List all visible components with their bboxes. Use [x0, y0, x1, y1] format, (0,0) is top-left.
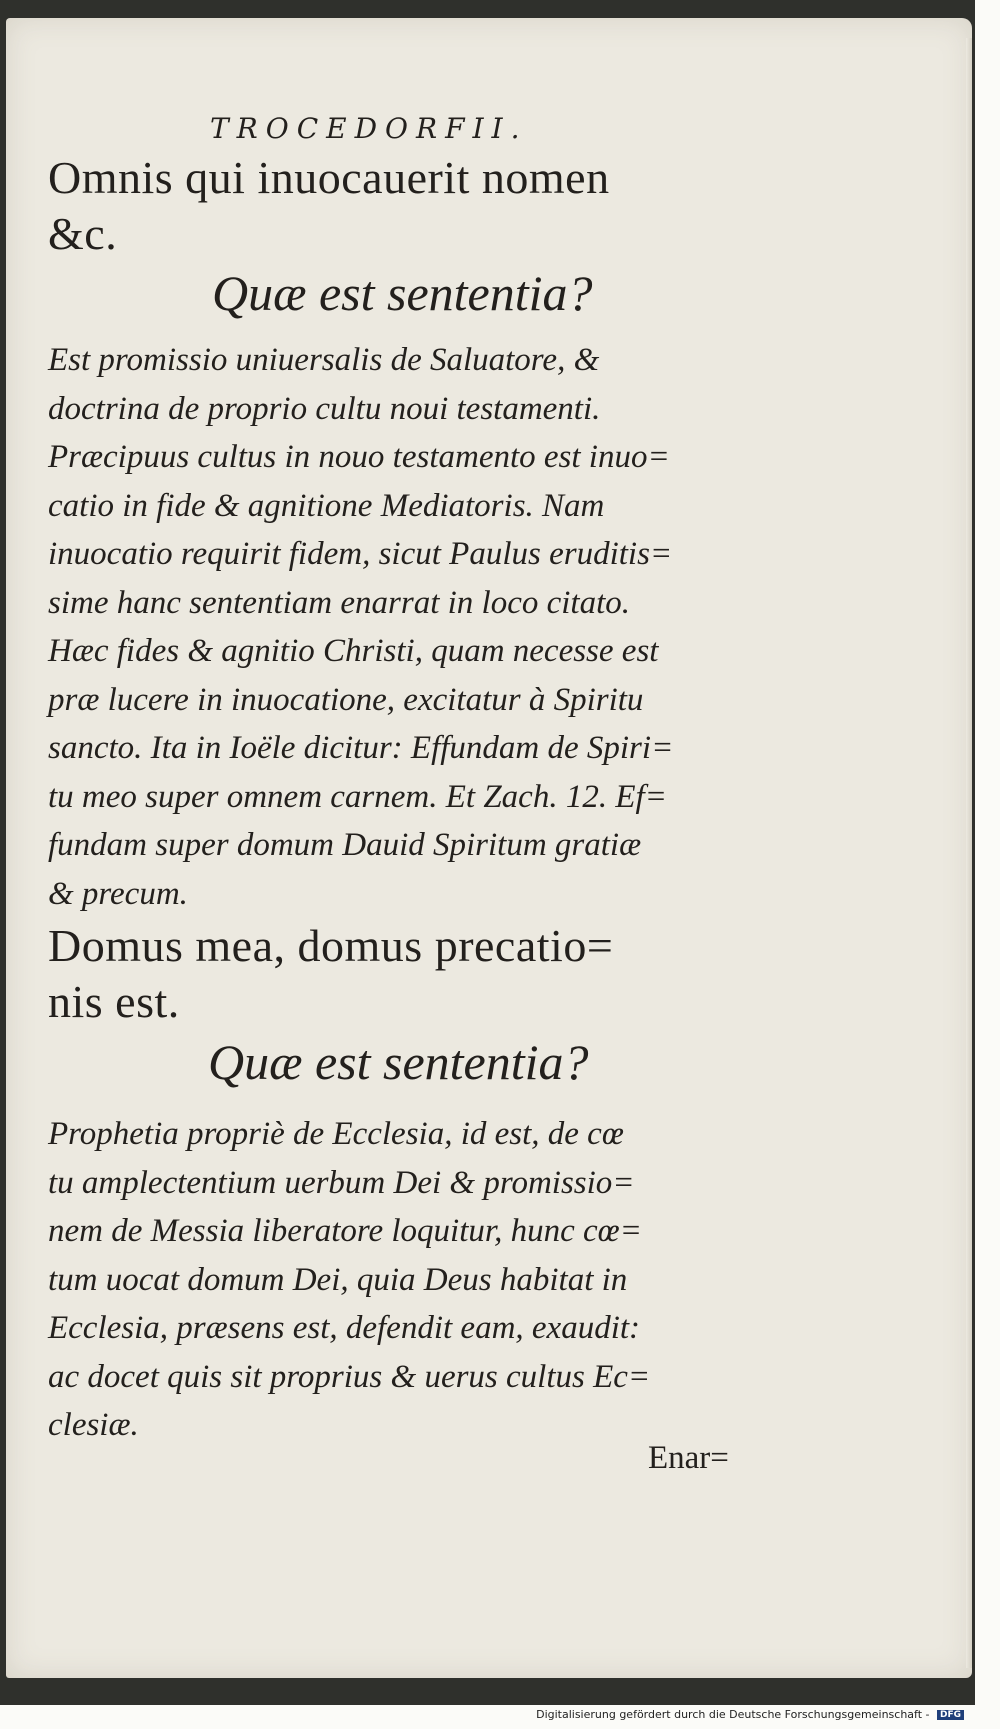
credit-text: Digitalisierung gefördert durch die Deutsche Forschungsgemeinschaft - [536, 1708, 930, 1721]
answer-paragraph: Est promissio uniuersalis de Saluatore, & doctrina de proprio cultu noui testamenti. Præcipuus cultus in nouo testamento est inuo= catio in fide & agnitione Mediatoris. Nam inuocatio requirit fidem, sicut Paulus eruditis= sime hanc sententiam enarrat in loco citato. Hæc fides & agnitio Christi, quam necesse est præ lucere in inuocatione, excitatur à Spiritu sancto. Ita in Ioële dicitur: Effundam de Spiri= tu meo super omnem carnem. Et Zach. 12. Ef= fundam super domum Dauid Spiritum gratiæ & precum. [48, 342, 674, 912]
dfg-logo: DFG [937, 1710, 964, 1720]
answer-paragraph: Prophetia propriè de Ecclesia, id est, de cœ tu amplectentium uerbum Dei & promissio= nem de Messia liberatore loquitur, hunc cœ= tum uocat domum Dei, quia Deus habitat in Ecclesia, præsens est, defendit eam, exaudit: ac docet quis sit proprius & uerus cultus Ec= clesiæ. [48, 1116, 651, 1443]
question-heading: Quæ est sententia? [212, 265, 593, 321]
page-edge [966, 38, 972, 1668]
running-head: TROCEDORFII. [210, 112, 528, 145]
catchword: Enar= [648, 1440, 729, 1476]
lemma-quote: Domus mea, domus precatio= nis est. [48, 920, 614, 1027]
digitization-credit [536, 1708, 964, 1721]
lemma-quote: Omnis qui inuocauerit nomen &c. [48, 152, 610, 259]
question-heading: Quæ est sententia? [208, 1034, 589, 1090]
